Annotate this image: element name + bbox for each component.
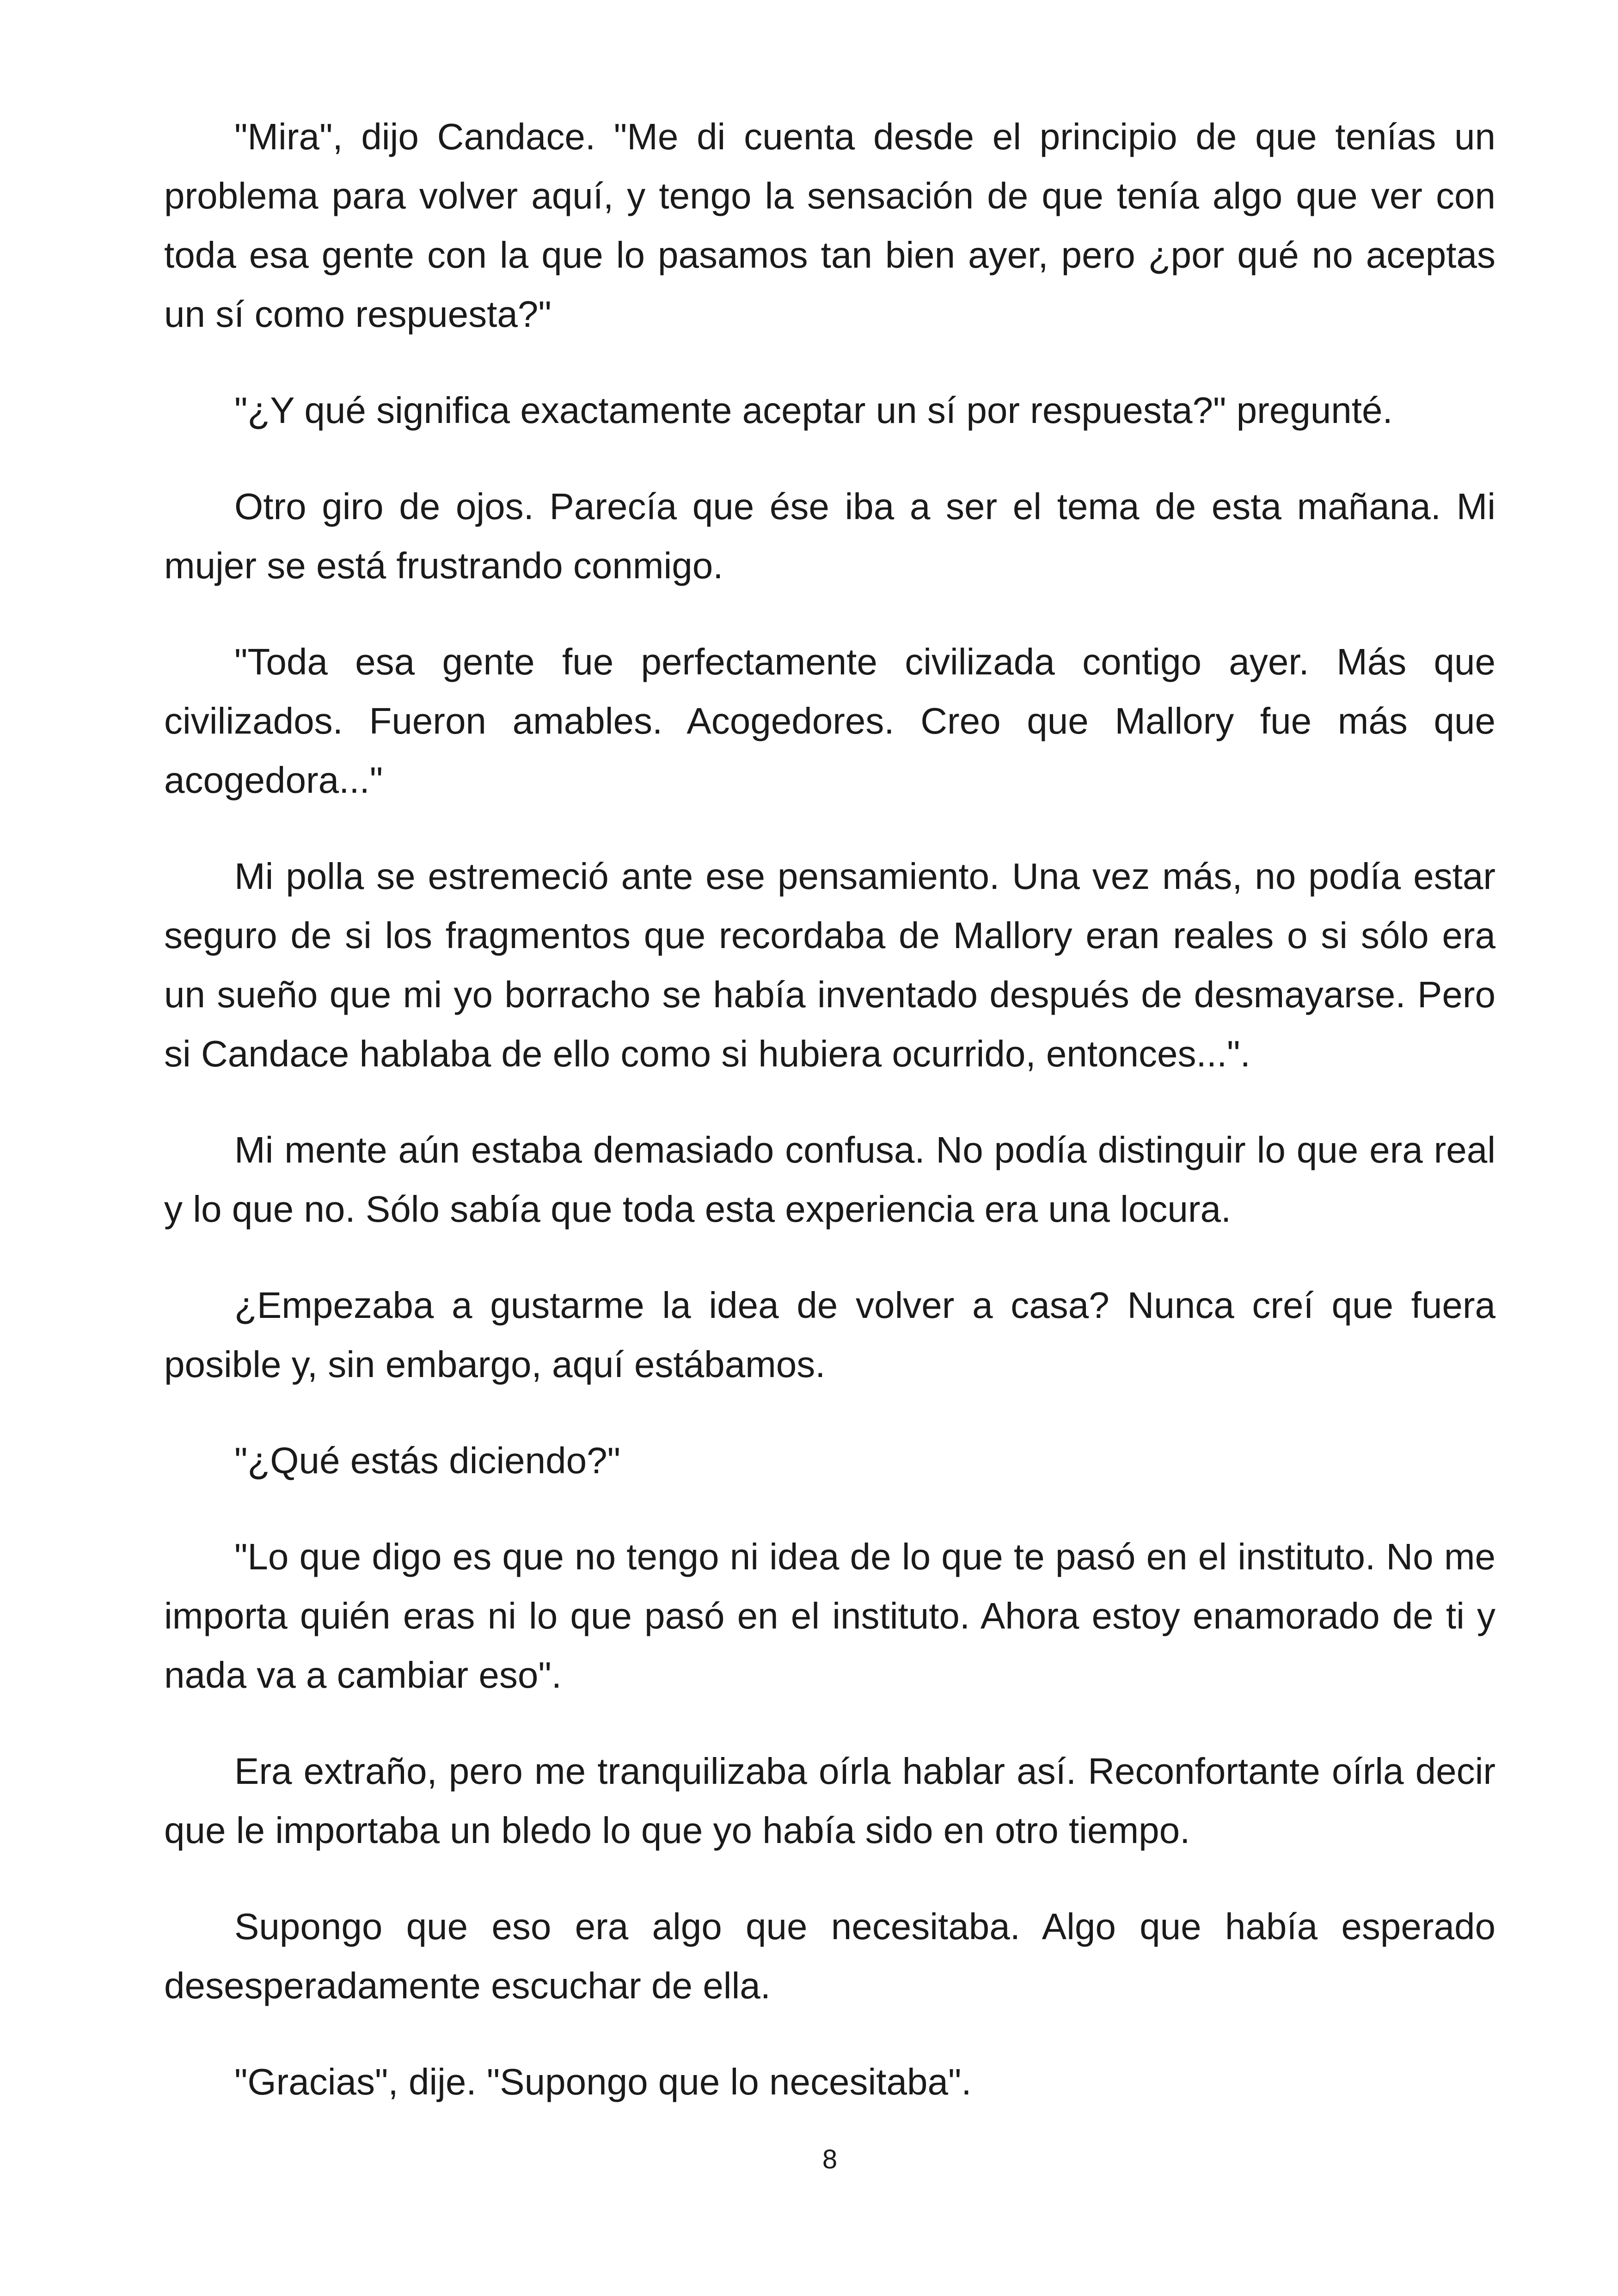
paragraph: "¿Y qué significa exactamente aceptar un sí por respuesta?" pregunté.: [234, 390, 1393, 431]
paragraph: "¿Qué estás diciendo?": [234, 1440, 621, 1481]
paragraph: Supongo que eso era algo que necesitaba. Algo que había esperado desesperadamente escuchar de ella.: [164, 1906, 1495, 2006]
paragraph: Mi mente aún estaba demasiado confusa. No podía distinguir lo que era real y lo que no. Sólo sabía que toda esta experiencia era una locura.: [164, 1129, 1495, 1230]
paragraph: ¿Empezaba a gustarme la idea de volver a casa? Nunca creí que fuera posible y, sin embargo, aquí estábamos.: [164, 1285, 1495, 1385]
paragraph: "Toda esa gente fue perfectamente civilizada contigo ayer. Más que civilizados. Fueron amables. Acogedores. Creo que Mallory fue más que acogedora...": [164, 641, 1495, 801]
paragraph: Era extraño, pero me tranquilizaba oírla hablar así. Reconfortante oírla decir que le importaba un bledo lo que yo había sido en otro tiempo.: [164, 1751, 1495, 1851]
page-number: 8: [822, 2144, 838, 2174]
paragraph: "Mira", dijo Candace. "Me di cuenta desde el principio de que tenías un problema para volver aquí, y tengo la sensación de que tenía algo que ver con toda esa gente con la que lo pasamos tan bien ayer, pero ¿por qué no aceptas un sí como respuesta?": [164, 116, 1495, 335]
paragraph: Otro giro de ojos. Parecía que ése iba a ser el tema de esta mañana. Mi mujer se está frustrando conmigo.: [164, 486, 1495, 586]
paragraph: "Gracias", dije. "Supongo que lo necesitaba".: [234, 2061, 972, 2102]
paragraph: "Lo que digo es que no tengo ni idea de lo que te pasó en el instituto. No me importa quién eras ni lo que pasó en el instituto. Ahora estoy enamorado de ti y nada va a cambiar eso".: [164, 1536, 1495, 1696]
paragraph: Mi polla se estremeció ante ese pensamiento. Una vez más, no podía estar seguro de si los fragmentos que recordaba de Mallory eran reales o si sólo era un sueño que mi yo borracho se había inventado después de desmayarse. Pero si Candace hablaba de ello como si hubiera ocurrido, entonces...".: [164, 856, 1495, 1074]
document-page: [164, 0, 1495, 2296]
body-text: [164, 107, 1495, 2149]
